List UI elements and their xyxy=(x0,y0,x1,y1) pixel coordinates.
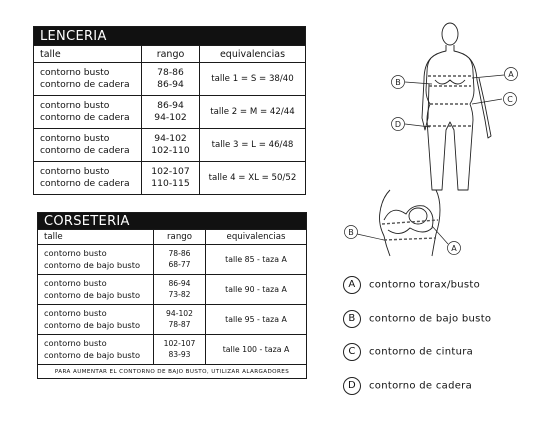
table-row xyxy=(38,275,307,305)
footnote: PARA AUMENTAR EL CONTORNO DE BAJO BUSTO, UTILIZAR ALARGADORES xyxy=(38,365,307,379)
range-value: 68-77 xyxy=(168,259,191,269)
legend-item-b xyxy=(343,310,491,328)
label-line: contorno de cadera xyxy=(40,112,130,123)
legend-letter: B xyxy=(343,310,361,328)
legend-item-d xyxy=(343,377,472,395)
legend-item-c xyxy=(343,343,473,361)
range-cell xyxy=(154,275,206,305)
range-value: 86-94 xyxy=(157,99,184,111)
size-label-cell xyxy=(38,335,154,365)
size-label-cell xyxy=(34,129,142,162)
table-row xyxy=(38,335,307,365)
range-cell xyxy=(142,129,200,162)
range-value: 102-107 xyxy=(163,339,196,349)
range-value: 78-86 xyxy=(168,249,191,259)
header-equivalencias: equivalencias xyxy=(200,46,306,63)
label-line: contorno de cadera xyxy=(40,178,130,189)
equivalence-cell: talle 90 - taza A xyxy=(206,275,307,305)
figure-letter-b: B xyxy=(395,78,401,87)
figure-bust xyxy=(435,80,465,84)
equivalence-cell: talle 85 - taza A xyxy=(206,245,307,275)
bust-measure-a xyxy=(382,220,438,224)
figure-letter-d: D xyxy=(394,120,402,129)
range-value: 94-102 xyxy=(166,309,193,319)
legend-text: contorno torax/busto xyxy=(369,279,481,291)
range-value: 102-110 xyxy=(151,145,190,156)
label-line: contorno busto xyxy=(40,66,110,78)
corseteria-title: CORSETERIA xyxy=(38,213,307,230)
size-label-cell xyxy=(38,305,154,335)
label-line: contorno de cadera xyxy=(40,79,130,90)
range-value: 86-94 xyxy=(157,79,184,90)
equivalence-cell: talle 4 = XL = 50/52 xyxy=(200,162,306,195)
table-row xyxy=(38,305,307,335)
size-label-cell xyxy=(34,162,142,195)
equivalence-cell: talle 1 = S = 38/40 xyxy=(200,63,306,96)
equivalence-cell: talle 3 = L = 46/48 xyxy=(200,129,306,162)
legend-item-a xyxy=(343,276,480,294)
legend-text: contorno de cintura xyxy=(369,346,474,358)
legend-text: contorno de bajo busto xyxy=(369,313,492,325)
label-line: contorno busto xyxy=(44,338,107,349)
range-value: 86-94 xyxy=(168,279,191,289)
label-line: contorno de bajo busto xyxy=(44,319,141,330)
label-line: contorno de bajo busto xyxy=(44,349,141,360)
lenceria-title: LENCERIA xyxy=(34,27,306,46)
figure-head xyxy=(442,23,458,45)
range-cell xyxy=(142,63,200,96)
label-line: contorno busto xyxy=(44,308,107,319)
header-talle: talle xyxy=(34,46,142,63)
range-value: 94-102 xyxy=(154,112,187,123)
lenceria-table xyxy=(33,26,306,195)
table-row xyxy=(34,129,306,162)
table-row xyxy=(34,96,306,129)
label-line: contorno busto xyxy=(40,165,110,177)
table-row xyxy=(34,162,306,195)
range-value: 83-93 xyxy=(168,349,191,359)
header-rango: rango xyxy=(154,230,206,245)
range-value: 110-115 xyxy=(151,178,190,189)
range-cell xyxy=(142,96,200,129)
range-cell xyxy=(154,335,206,365)
legend-letter: A xyxy=(343,276,361,294)
range-value: 94-102 xyxy=(154,132,187,144)
bust-letter-b: B xyxy=(348,228,354,237)
equivalence-cell: talle 2 = M = 42/44 xyxy=(200,96,306,129)
equivalence-cell: talle 100 - taza A xyxy=(206,335,307,365)
size-label-cell xyxy=(38,245,154,275)
legend-letter: C xyxy=(343,343,361,361)
header-equivalencias: equivalencias xyxy=(206,230,307,245)
bust-detail-illustration xyxy=(340,184,480,264)
header-rango: rango xyxy=(142,46,200,63)
table-row xyxy=(38,245,307,275)
legend-letter: D xyxy=(343,377,361,395)
equivalence-cell: talle 95 - taza A xyxy=(206,305,307,335)
label-line: contorno busto xyxy=(40,99,110,111)
label-line: contorno de bajo busto xyxy=(44,259,141,270)
size-label-cell xyxy=(34,96,142,129)
table-row xyxy=(34,63,306,96)
legend-text: contorno de cadera xyxy=(369,380,473,392)
corseteria-header-row xyxy=(38,230,307,245)
range-value: 78-86 xyxy=(157,66,184,78)
bust-measure-b xyxy=(384,238,436,240)
range-cell xyxy=(154,245,206,275)
bust-letter-a: A xyxy=(451,244,457,253)
corseteria-table xyxy=(37,212,307,379)
label-line: contorno de bajo busto xyxy=(44,289,141,300)
header-talle: talle xyxy=(38,230,154,245)
label-line: contorno busto xyxy=(44,248,107,259)
lenceria-header-row xyxy=(34,46,306,63)
figure-body-outline xyxy=(426,45,474,190)
figure-letter-c: C xyxy=(507,95,513,104)
label-line: contorno de cadera xyxy=(40,145,130,156)
range-value: 73-82 xyxy=(168,289,191,299)
range-value: 102-107 xyxy=(151,165,190,177)
range-cell xyxy=(142,162,200,195)
range-cell xyxy=(154,305,206,335)
size-label-cell xyxy=(38,275,154,305)
figure-letter-a: A xyxy=(508,70,514,79)
label-line: contorno busto xyxy=(40,132,110,144)
body-figure-illustration xyxy=(380,20,530,200)
label-line: contorno busto xyxy=(44,278,107,289)
range-value: 78-87 xyxy=(168,319,191,329)
size-label-cell xyxy=(34,63,142,96)
